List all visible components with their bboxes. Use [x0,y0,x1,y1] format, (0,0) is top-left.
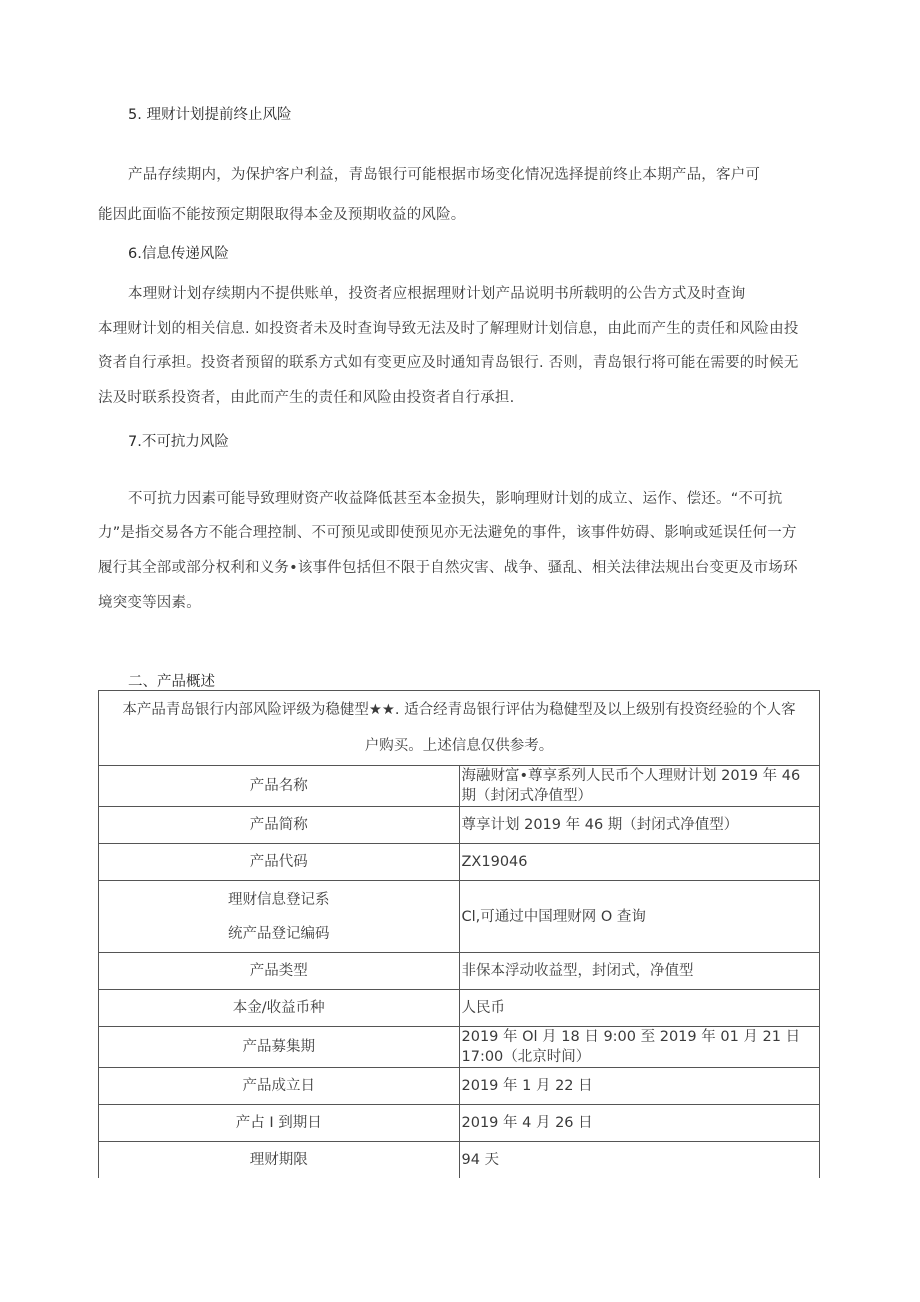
section-5-line-2: 能因此面临不能按预定期限取得本金及预期收益的风险。 [98,207,466,223]
row-label-line-1: 理财信息登记系 [228,891,330,908]
table-row [99,990,820,1027]
section-7-line-1: 不可抗力因素可能导致理财资产收益降低甚至本金损失，影响理财计划的成立、运作、偿还。“不可抗 [128,491,783,507]
row-value: 94 天 [459,1142,820,1178]
row-value: 2019 年 1 月 22 日 [459,1068,820,1105]
row-label-line-2: 统产品登记编码 [228,925,330,942]
row-value: ZX19046 [459,844,820,881]
row-label [99,881,460,953]
table-row-intro [99,691,820,766]
row-value: 非保本浮动收益型，封闭式，净值型 [459,953,820,990]
table-row [99,1142,820,1178]
table-row [99,1068,820,1105]
row-label: 本金/收益币种 [99,990,460,1027]
row-value: Cl,可通过中国理财网 O 查询 [459,881,820,953]
section-7-heading: 7.不可抗力风险 [128,434,229,450]
table-row [99,766,820,807]
row-value: 尊享计划 2019 年 46 期（封闭式净值型） [459,807,820,844]
intro-line-1: 本产品青岛银行内部风险评级为稳健型★★. 适合经青岛银行评估为稳健型及以上级别有投资经验的个人客 [122,702,796,718]
section-5-line-1: 产品存续期内，为保护客户利益，青岛银行可能根据市场变化情况选择提前终止本期产品，客户可 [128,167,761,183]
row-label: 产品代码 [99,844,460,881]
section-7-line-3: 履行其全部或部分权利和义务•该事件包括但不限于自然灾害、战争、骚乱、相关法律法规出台变更及市场环 [98,560,798,576]
row-value: 2019 年 Ol 月 18 日 9:00 至 2019 年 01 月 21 日 17:00（北京时间） [459,1027,820,1068]
row-label: 产品募集期 [99,1027,460,1068]
section-5-heading: 5. 理财计划提前终止风险 [128,107,292,123]
row-value: 2019 年 4 月 26 日 [459,1105,820,1142]
section-6-line-2: 本理财计划的相关信息. 如投资者未及时查询导致无法及时了解理财计划信息，由此而产生的责任和风险由投 [98,321,799,337]
table-row [99,807,820,844]
section-7-line-2: 力”是指交易各方不能合理控制、不可预见或即使预见亦无法避免的事件，该事件妨碍、影响或延误任何一方 [98,525,797,541]
row-label: 产品名称 [99,766,460,807]
row-label: 产占 I 到期日 [99,1105,460,1142]
row-label: 理财期限 [99,1142,460,1178]
row-value: 海融财富•尊享系列人民币个人理财计划 2019 年 46 期（封闭式净值型） [459,766,820,807]
section-6-heading: 6.信息传递风险 [128,246,229,262]
table-row [99,881,820,953]
intro-cell [99,691,820,766]
section-6-line-4: 法及时联系投资者，由此而产生的责任和风险由投资者自行承担. [98,390,515,406]
table-row [99,844,820,881]
row-label: 产品简称 [99,807,460,844]
row-label: 产品类型 [99,953,460,990]
section-7-line-4: 境突变等因素。 [98,595,201,611]
row-label: 产品成立日 [99,1068,460,1105]
intro-line-2: 户购买。上述信息仅供参考。 [364,738,554,754]
row-value: 人民币 [459,990,820,1027]
overview-title: 二、产品概述 [128,674,215,690]
table-row [99,953,820,990]
product-overview-table [98,690,820,1178]
section-6-line-3: 资者自行承担。投资者预留的联系方式如有变更应及时通知青岛银行. 否则，青岛银行将可能在需要的时候无 [98,355,799,371]
section-6-line-1: 本理财计划存续期内不提供账单，投资者应根据理财计划产品说明书所载明的公告方式及时查询 [128,286,746,302]
table-row [99,1027,820,1068]
table-row [99,1105,820,1142]
